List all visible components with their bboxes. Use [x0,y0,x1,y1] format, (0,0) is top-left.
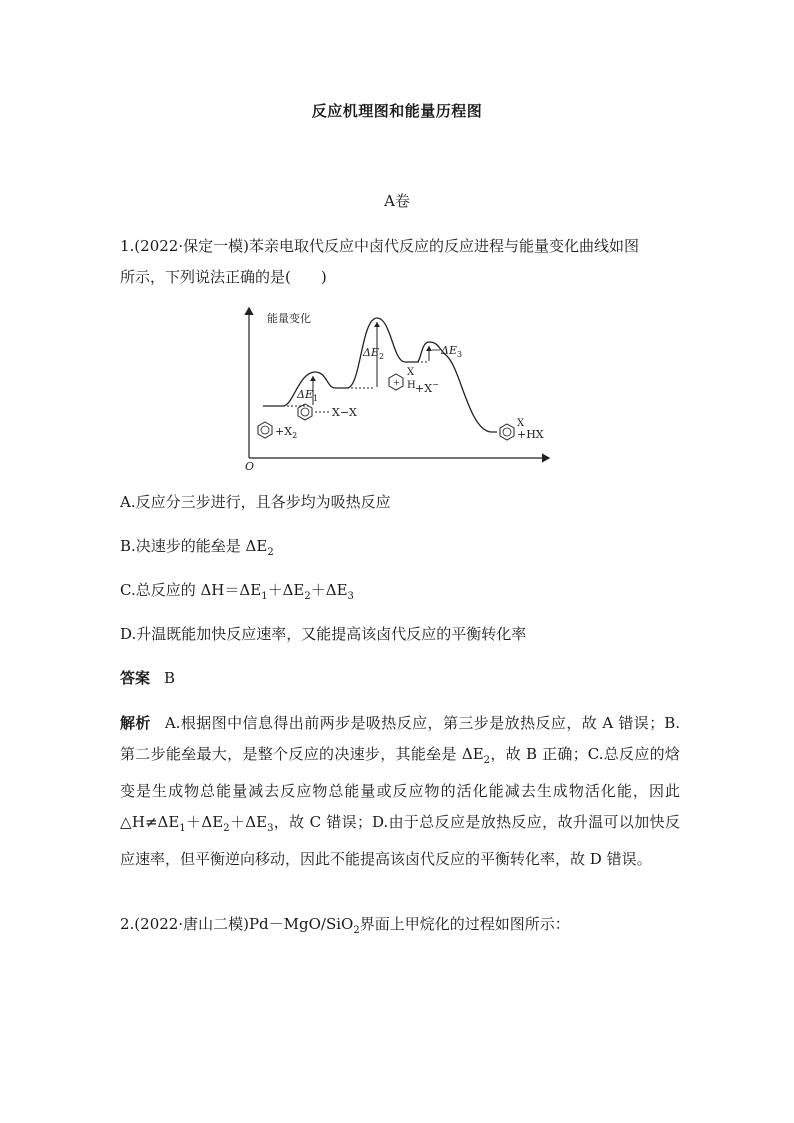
product-hx-label: +HX [517,428,544,441]
answer-line [120,668,175,688]
intermediate-x-label: X [407,367,415,378]
benzene-ring-product [500,424,514,440]
energy-diagram-svg [235,300,565,480]
option-a: A.反应分三步进行，且各步均为吸热反应 [120,493,391,511]
answer-value: B [164,669,176,687]
de3-label: $\Delta E_3$ [441,344,463,359]
de1-label: $\Delta E_1$ [297,388,319,403]
svg-text:+: + [393,378,400,387]
option-c: C.总反应的 $\Delta H=\Delta E_1+\Delta E_2+\Delta E_3$ [120,581,354,602]
q1-stem-line2: 所示，下列说法正确的是( ) [120,268,327,286]
intermediate-h-label: H [407,380,416,391]
benzene-ring-reactant [258,422,272,438]
benzene-ring-intermediate [389,374,403,390]
reactant-x2-label: $+X_2$ [275,425,298,440]
q2-stem: 2.(2022·唐山二模)Pd－MgO/SiO$_2$界面上甲烷化的过程如图所示： [120,915,570,936]
y-axis-label: 能量变化 [267,312,311,325]
xx-label: X−X [332,406,357,419]
de2-label: $\Delta E_2$ [363,346,385,361]
energy-diagram [235,300,565,484]
option-b: B.决速步的能垒是 $\Delta E_2$ [120,537,274,558]
page-title: 反应机理图和能量历程图 [311,102,483,120]
analysis-label: 解析 [120,714,151,732]
section-title: A卷 [384,192,410,210]
origin-label: O [245,460,255,473]
answer-label: 答案 [120,669,151,687]
analysis-paragraph: 解析 A.根据图中信息得出前两步是吸热反应，第三步是放热反应，故 A 错误；B.第二步能垒最大，是整个反应的决速步，其能垒是 $\Delta E_2$，故 B 正确；C.总反应的焓变是生成物总能量减去反应物总能量或反应物的活化能减去生成物活化能，因此$\triangle H\ne\Delta E_1+\Delta E_2+\Delta E_3$，故 C 错误；D.由于总反应是放热反应，故升温可以加快反应速率，但平衡逆向移动，因此不能提高该卤代反应的平衡转化率，故 D 错误。 [120,714,680,868]
product-x-label: X [517,418,525,429]
q1-stem-line1: 1.(2022·保定一模)苯亲电取代反应中卤代反应的反应进程与能量变化曲线如图 [120,237,639,255]
option-d: D.升温既能加快反应速率，又能提高该卤代反应的平衡转化率 [120,625,527,643]
intermediate-plus-label: +X− [415,380,439,395]
